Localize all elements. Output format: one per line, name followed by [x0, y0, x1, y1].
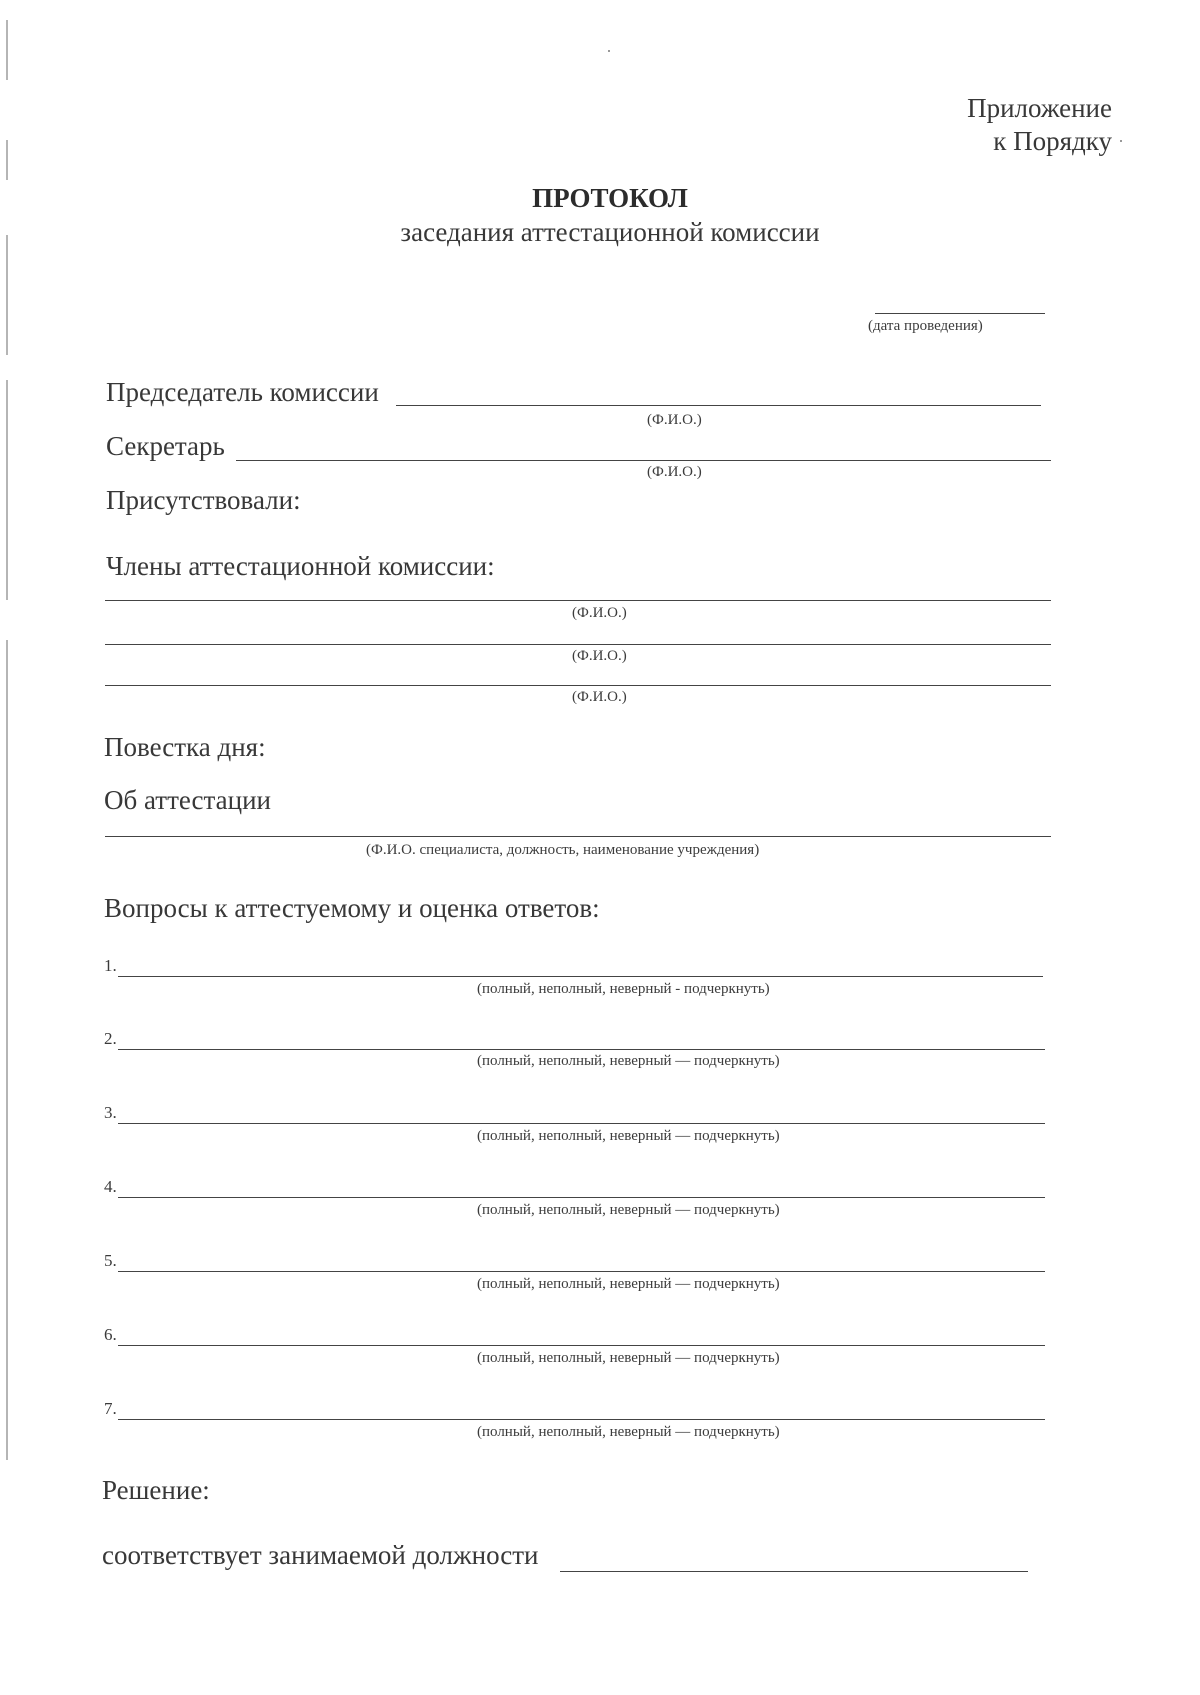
member-caption: (Ф.И.О.) [572, 648, 627, 664]
question-number: 2. [104, 1029, 117, 1048]
appendix-line2: к Порядку [993, 126, 1112, 156]
about-label: Об аттестации [104, 785, 271, 815]
scan-edge-mark [6, 640, 8, 1460]
questions-label: Вопросы к аттестуемому и оценка ответов: [104, 893, 600, 923]
document-title: ПРОТОКОЛ [532, 183, 688, 213]
scan-edge-mark [6, 140, 8, 180]
date-caption: (дата проведения) [868, 318, 983, 334]
question-line [118, 1049, 1045, 1050]
member-line [105, 600, 1051, 601]
question-caption: (полный, неполный, неверный — подчеркнуть) [477, 1128, 780, 1144]
chairman-line [396, 405, 1041, 406]
decision-label: Решение: [102, 1475, 210, 1505]
question-number: 7. [104, 1399, 117, 1418]
question-line [118, 1123, 1045, 1124]
question-number: 4. [104, 1177, 117, 1196]
document-subtitle: заседания аттестационной комиссии [400, 217, 820, 247]
question-line [118, 1345, 1045, 1346]
secretary-label: Секретарь [106, 431, 225, 461]
scan-edge-mark [6, 20, 8, 80]
question-caption: (полный, неполный, неверный — подчеркнуть) [477, 1202, 780, 1218]
question-number: 5. [104, 1251, 117, 1270]
question-line [118, 1197, 1045, 1198]
secretary-line [236, 460, 1051, 461]
question-caption: (полный, неполный, неверный — подчеркнуть) [477, 1276, 780, 1292]
question-caption: (полный, неполный, неверный — подчеркнуть) [477, 1350, 780, 1366]
member-line [105, 644, 1051, 645]
question-number: 3. [104, 1103, 117, 1122]
question-line [118, 1271, 1045, 1272]
member-caption: (Ф.И.О.) [572, 689, 627, 705]
question-caption: (полный, неполный, неверный — подчеркнуть) [477, 1053, 780, 1069]
question-line [118, 976, 1043, 977]
chairman-label: Председатель комиссии [106, 377, 379, 407]
question-number: 6. [104, 1325, 117, 1344]
scan-edge-mark [6, 380, 8, 600]
present-label: Присутствовали: [106, 485, 301, 515]
member-line [105, 685, 1051, 686]
question-line [118, 1419, 1045, 1420]
decision-line [560, 1571, 1028, 1572]
question-caption: (полный, неполный, неверный — подчеркнуть) [477, 1424, 780, 1440]
members-label: Члены аттестационной комиссии: [106, 551, 495, 581]
question-number: 1. [104, 956, 117, 975]
scan-speck [1120, 140, 1122, 142]
chairman-caption: (Ф.И.О.) [647, 412, 702, 428]
appendix-line1: Приложение [967, 93, 1112, 123]
date-line [875, 313, 1045, 314]
member-caption: (Ф.И.О.) [572, 605, 627, 621]
secretary-caption: (Ф.И.О.) [647, 464, 702, 480]
decision-option: соответствует занимаемой должности [102, 1540, 539, 1570]
about-caption: (Ф.И.О. специалиста, должность, наименование учреждения) [366, 842, 760, 858]
about-line [105, 836, 1051, 837]
agenda-label: Повестка дня: [104, 732, 266, 762]
scan-speck [608, 50, 610, 52]
scan-edge-mark [6, 235, 8, 355]
question-caption: (полный, неполный, неверный - подчеркнуть) [477, 981, 770, 997]
